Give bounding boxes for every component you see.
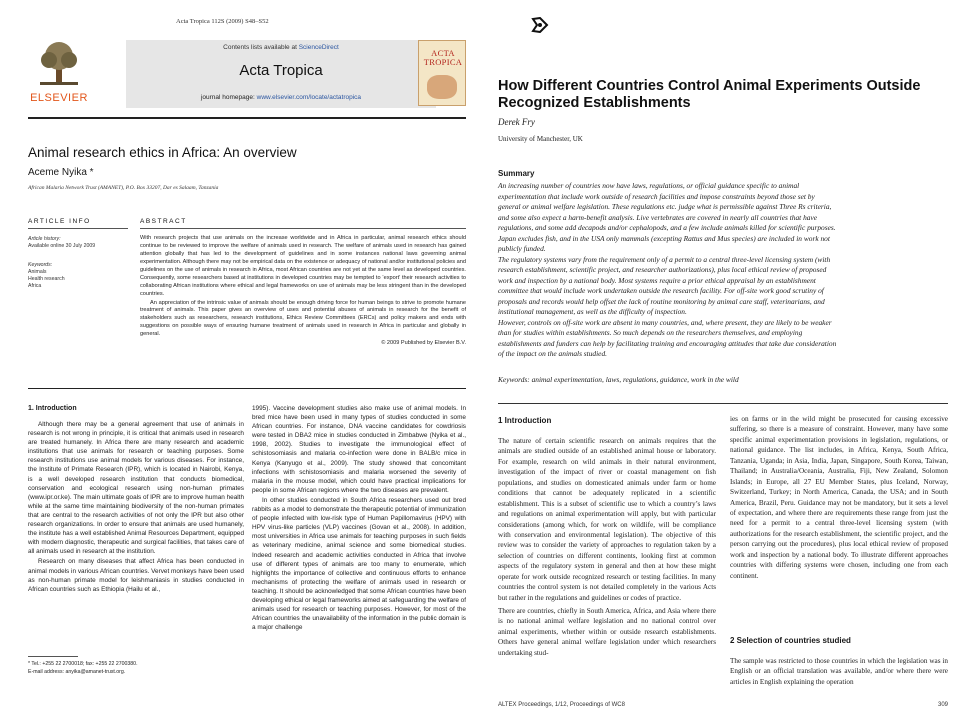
journal-homepage xyxy=(126,94,436,101)
cover-title: ACTA TROPICA xyxy=(423,48,463,67)
keyword-item: Africa xyxy=(28,283,42,290)
body-paragraph: In other studies conducted in South Africa researchers used out bred rabbits as a model to demonstrate the therapeutic potential of immunization of people infected with low-risk type of Human Papillomavirus (HPV) with HPV virus-like particles (VLP) vaccines (Govan et al., 2008). In addition, most universities in Africa use animals for teaching purposes in such fields as veterinary medicine, animal science and some biomedical studies. Indeed research and academic activities conducted in Africa that involve use of different types of animals are too many to enumerate, which highlights the importance of collective and continuous efforts to enhance mechanisms of protecting the welfare of animals used in research or teaching. It should be acknowledged that some African countries have been developing ethical or legal frameworks aimed at safeguarding the welfare of animals used for research or teaching purposes. However, for most of the African countries the unavailability of the information in the public domain is a major challenge xyxy=(252,496,466,632)
article-author: Derek Fry xyxy=(498,117,535,127)
keywords-label: Keywords: xyxy=(28,262,53,268)
body-paragraph: ies on farms or in the wild might be prosecuted for causing excessive suffering, so there is a measure of constraint. However, many have some specific animal experimentation provisions in legislation, regulations, or national guidance. The list includes, in Africa, Kenya, South Africa, Tanzania, Uganda; in Asia, India, Japan, Singapore, South Korea, Taiwan, Thailand; in Australia/Oceania, Australia, Fiji, New Zealand, Solomon Islands; in Europe, all 27 EU Member States, plus Iceland, Norway, Switzerland, Turkey; in North America, Canada, the USA; and in South America, Brazil, Peru. Guidance may not be mandatory, but it sets a level of expectation, and where there are requirements these range from just the need for a permit to a central three-level licensing system (with authorizations for the research establishment, the scientific project, and the person carrying out the procedures), plus local ethical review of proposed work and inspection by a national body. To illustrate different approaches countries with differing systems were chosen, including one from each continent. xyxy=(730,415,948,580)
article-author: Aceme Nyika * xyxy=(28,167,94,178)
article-title: Animal research ethics in Africa: An overview xyxy=(28,145,297,160)
body-paragraph: Although there may be a general agreement that use of animals in research is not wrong in principle, it is critical that animals used in research are treated humanely. In Africa there are many research and academic institutions that use animals for research or teaching purposes. Some research institutions use animal models for various diseases. For instance, the Institute of Primate Research (IPR), which is located in Nairobi, Kenya, is a well developed research institution that conducts biomedical, conservation and ecological research using non-human primates (www.ipr.or.ke). The main ultimate goals of IPR are to improve human health while at the same time maintaining biodiversity of the non-human primates that are central to the research activities of not only the IPR but also other research organizations. In order to ensure that animals are used humanely, the institute has a well established Animal Resources Department, equipped with modern diagnostic, therapeutic and surgical facilities, that takes care of all animals used in research at the institution. xyxy=(28,421,244,556)
footer-journal: ALTEX Proceedings, 1/12, Proceedings of WC8 xyxy=(498,702,625,708)
summary-bottom-rule xyxy=(498,403,948,404)
keywords-block xyxy=(28,262,128,290)
elsevier-wordmark: ELSEVIER xyxy=(30,92,88,104)
abstract-bottom-rule xyxy=(28,388,466,389)
summary-text xyxy=(498,181,838,360)
selection-heading: 2 Selection of countries studied xyxy=(730,636,851,645)
body-paragraph: Research on many diseases that affect Africa has been conducted in animal models in various African countries. Vervet monkeys have been used as non-human primate model for leishmaniasis in studies conducted in African countries such as Ethiopia (Hailu et al., xyxy=(28,558,244,593)
keyword-item: Animals xyxy=(28,269,47,276)
author-affiliation: University of Manchester, UK xyxy=(498,135,583,143)
body-paragraph: 1995). Vaccine development studies also make use of animal models. In bred mice have been used in many types of studies conducted in some African countries. For instance, DNA vaccine candidates for cowdriosis were tested in DBA2 mice in studies conducted in Zimbabwe (Nyika et al., 1998, 2002). Studies to investigate the immunological effect of schistosomiasis and malaria co-infection were done in BALB/c mice in Kenya (Kanyugo et al., 2009). The study showed that concomitant infections with schistosomiasis and malaria worsened the severity of malaria in the mouse model, which could have practical implications for people in some African regions where the two diseases are prevalent. xyxy=(252,405,466,494)
journal-name: Acta Tropica xyxy=(239,62,323,79)
abstract-paragraph: With research projects that use animals on the increase worldwide and in Africa in particular, animal research ethics should continue to be reviewed to improve the welfare of animals used in research. The welfare of animals used in research has gained attention globally that has led to the development of guidelines and in some instances national laws governing animal experimentation. Although there may not be empirical data on the existence or adequacy of national and/or institutional policies and guidelines on the use of animals in research in Africa, most African countries are not yet at the same level as developed countries. Consequently, some researchers based at institutions in developed countries may be tempted to ‘export’ their research activities to collaborating African institutions where ethical and legal frameworks on use of animals may be less stringent than in the developed countries. xyxy=(140,235,466,297)
homepage-prefix: journal homepage: xyxy=(200,94,255,101)
summary-paragraph: An increasing number of countries now have laws, regulations, or official guidance specific to animal experimentation that include work outside of research facilities and impose constraints beyond those set by general or animal welfare legislation. These regulations etc. judge what is permissible against Three Rs criteria, and some also expect a harm-benefit analysis. Live vertebrates are covered in nearly all countries that have regulations, and some add decapods and/or cephalopods, and a few include animals killed for scientific purposes. Japan excludes fish, and in the USA only mammals (excepting Rattus and Mus species) are included in work not publicly funded. xyxy=(498,181,836,254)
journal-header xyxy=(28,36,408,110)
abstract-text xyxy=(140,235,466,348)
body-paragraph: The sample was restricted to those countries in which the legislation was in English or an official translation was available, and/or where there were articles in English explaining the operation xyxy=(730,657,948,686)
body-paragraph: The nature of certain scientific research on animals requires that the animals are studied outside of an established animal house or laboratory. For example, research on wild animals in their natural environment, investigation of the impact of river or coastal management on fish populations, and studies on domesticated animals under farm or home conditions that cannot be adequately replicated in a scientific establishment. This is a subset of scientific use to which a country’s laws and regulations on animal experimentation will apply, but with particular considerations (among which, for work on wildlife, will be compliance with conservation and environmental legislation). The objective of this review was to consider the variety of approaches to regulation taken by a selection of countries on different continents, looking first at common aspects of the regulatory system in general and then at how these might operate for work outside recognized research or testing facilities. In many countries the control system is not detailed completely in the various Acts but rather in the regulations and guidelines or codes of practice. xyxy=(498,437,716,602)
summary-heading: Summary xyxy=(498,169,535,178)
right-column-2 xyxy=(730,414,948,614)
author-affiliation: African Malaria Network Trust (AMANET), P.O. Box 33207, Dar es Salaam, Tanzania xyxy=(28,185,219,191)
keywords-line: Keywords: animal experimentation, laws, regulations, guidance, work in the wild xyxy=(498,375,739,384)
left-column-2 xyxy=(252,404,466,680)
header-rule xyxy=(28,117,466,119)
keyword-item: Health research xyxy=(28,276,65,283)
copyright-line: © 2009 Published by Elsevier B.V. xyxy=(381,340,466,347)
summary-paragraph: However, controls on off-site work are absent in many countries, and, where present, they are likely to be weaker than for studies within establishments. So much depends on the researchers themselves, and employing establishments and funders can help by facilitating training and encouraging attitudes that take due consideration of the impact on the animals studied. xyxy=(498,317,837,359)
article-title: How Different Countries Control Animal Experiments Outside Recognized Establishments xyxy=(498,78,921,112)
cover-illustration xyxy=(427,75,457,99)
article-history-label: Article history: xyxy=(28,236,61,242)
contents-line xyxy=(126,44,436,51)
introduction-heading: 1. Introduction xyxy=(28,405,77,412)
footnote-email: E-mail address: anyika@amanet-trust.org. xyxy=(28,668,126,675)
abstract-heading: ABSTRACT xyxy=(140,218,187,225)
body-paragraph: There are countries, chiefly in South America, Africa, and Asia where there is no national animal welfare legislation and no national control over animal experiments, whether within or outside research establishments. Others have general animal welfare legislation under which researchers undertaking stud- xyxy=(498,607,716,657)
journal-cover-thumbnail xyxy=(418,40,466,106)
elsevier-tree-icon xyxy=(36,40,82,86)
page-footer xyxy=(498,702,948,708)
abstract-paragraph: An appreciation of the intrinsic value of animals should be enough driving force for human beings to strive to promote humane treatment of animals. This paper gives an overview of uses and potential abuses of animals in research for the benefit of stakeholders such as researchers, research institutions, Ethics Review Committees (ERCs) and policy makers and ends with suggestions on possible ways of ensuring humane treatment of animals used in research in Africa in particular and globally in general. xyxy=(140,299,466,338)
elsevier-logo xyxy=(28,36,90,108)
sciencedirect-link[interactable]: ScienceDirect xyxy=(298,44,339,51)
page-number: 309 xyxy=(937,702,948,708)
article-history xyxy=(28,236,128,250)
journal-citation: Acta Tropica 112S (2009) S48–S52 xyxy=(176,18,269,25)
article-info-rule xyxy=(28,228,128,229)
article-info-heading: ARTICLE INFO xyxy=(28,218,91,225)
footnote-rule xyxy=(28,656,78,657)
contents-prefix: Contents lists available at xyxy=(223,44,297,51)
footnote xyxy=(28,661,138,677)
footnote-contact: * Tel.: +255 22 2700018; fax: +255 22 2700380. xyxy=(28,661,138,667)
journal-banner xyxy=(126,40,436,108)
introduction-heading: 1 Introduction xyxy=(498,416,552,425)
right-column-2-cont xyxy=(730,656,948,696)
altex-logo-icon xyxy=(531,17,549,33)
article-history-value: Available online 30 July 2009 xyxy=(28,243,96,250)
right-column-1 xyxy=(498,436,716,696)
homepage-url-link[interactable]: www.elsevier.com/locate/actatropica xyxy=(256,94,362,101)
left-column-1 xyxy=(28,420,244,642)
summary-paragraph: The regulatory systems vary from the requirement only of a permit to a central three-level licensing system (with research establishment, scientific project, and researcher authorizations), plus local ethical review of proposed work and inspection by a national body. Most systems require a prior ethical appraisal by an establishment committee that would include work undertaken outside the research facility. For off-site work good scrutiny of proposals and records would help offset the lack of routine monitoring by animal care staff, veterinarians, and institutional management, as well as the difficulty of inspection. xyxy=(498,254,831,317)
right-paper-page xyxy=(478,0,960,720)
left-paper-page xyxy=(0,0,470,720)
abstract-rule xyxy=(140,228,466,229)
